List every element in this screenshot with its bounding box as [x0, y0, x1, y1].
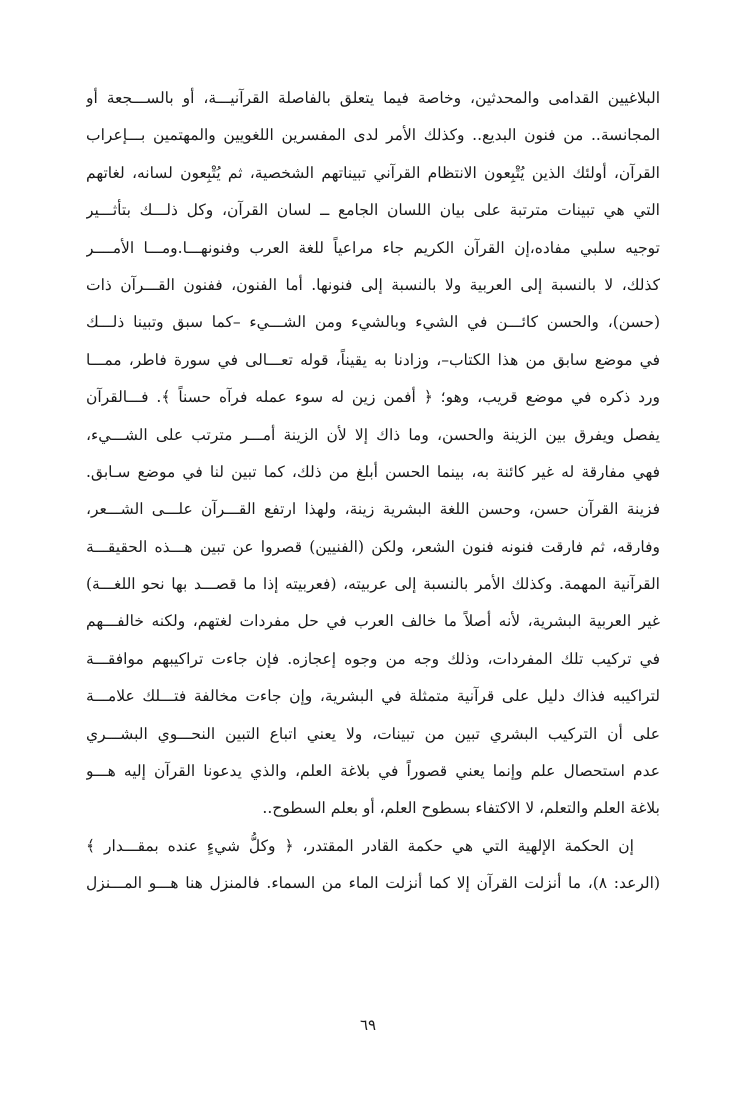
page-number: ٦٩ — [359, 1016, 377, 1034]
text-line: غير العربية البشرية، لأنه أصلاً ما خالف العرب في حل مفردات لغتهم، ولكنه خالفـــهم — [86, 612, 660, 631]
text-line: يفصل ويفرق بين الزينة والحسن، وما ذاك إلا لأن الزينة أمـــر مترتب على الشـــيء، — [86, 425, 660, 444]
text-line: عدم استحصال علم وإنما يعني قصوراً في بلاغة العلم، والذي يدعونا القرآن إليه هـــو — [86, 762, 660, 781]
text-line: في موضع سابق من هذا الكتاب–، وزادنا به يقيناً، قوله تعـــالى في سورة فاطر، ممـــا — [86, 350, 660, 369]
body-text — [86, 80, 660, 903]
text-line: البلاغيين القدامى والمحدثين، وخاصة فيما يتعلق بالفاصلة القرآنيـــة، أو بالســـجعة أو — [86, 89, 660, 107]
text-line: التي هي تبينات مترتبة على بيان اللسان الجامع ــ لسان القرآن، وكل ذلـــك بتأثـــير — [86, 201, 660, 220]
text-line: القرآنية المهمة. وكذلك الأمر بالنسبة إلى عربيته، (فعربيته إذا ما قصـــد بها نحو اللغـــة) — [86, 575, 660, 594]
text-line: على أن التركيب البشري تبين من تبينات، ولا يعني اتباع التبين النحـــوي البشـــري — [86, 724, 660, 743]
text-line: إن الحكمة الإلهية التي هي حكمة القادر المقتدر، ﴿ وكلُّ شيءٍ عنده بمقـــدار ﴾ — [86, 836, 634, 855]
text-line: القرآن، أولئك الذين يُتْبِعون الانتظام القرآني تبيناتهم الشخصية، ثم يُتْبِعون لسانه، لغاتهم — [86, 163, 660, 182]
text-line: كذلك، لا بالنسبة إلى العربية ولا بالنسبة إلى فنونها. أما الفنون، ففنون القـــرآن ذات — [86, 275, 660, 294]
text-line: المجانسة.. من فنون البديع.. وكذلك الأمر لدى المفسرين اللغويين والمهتمين بـــإعراب — [86, 126, 660, 145]
text-line: لتراكيبه فذاك دليل على قرآنية متمثلة في البشرية، وإن جاءت مخالفة فتـــلك علامـــة — [86, 687, 660, 706]
text-line: (حسن)، والحسن كائـــن في الشيء وبالشيء ومن الشـــيء –كما سبق وتبينا ذلـــك — [86, 313, 660, 332]
text-line: فهي مفارقة له غير كائنة به، بينما الحسن أبلغ من ذلك، كما تبين لنا في موضع سـابق. — [86, 462, 660, 481]
text-line: فزينة القرآن حسن، وحسن اللغة البشرية زينة، ولهذا ارتفع القـــرآن علـــى الشـــعر، — [86, 500, 660, 519]
text-line: توجيه سلبي مفاده،إن القرآن الكريم جاء مراعياً للغة العرب وفنونهـــا.ومـــا الأمــــر — [86, 238, 660, 257]
text-line: (الرعد: ٨)، ما أنزلت القرآن إلا كما أنزلت الماء من السماء. فالمنزل هنا هـــو المـــنزل — [86, 874, 660, 893]
text-line: بلاغة العلم والتعلم، لا الاكتفاء بسطوح العلم، أو بعلم السطوح.. — [262, 799, 660, 818]
text-line: في تركيب تلك المفردات، وذلك وجه من وجوه إعجازه. فإن جاءت تراكيبهم موافقـــة — [86, 649, 660, 668]
text-line: وفارقه، ثم فارقت فنونه فنون الشعر، ولكن (الفنيين) قصروا عن تبين هـــذه الحقيقـــة — [86, 537, 660, 556]
text-line: ورد ذكره في موضع قريب، وهو؛ ﴿ أفمن زين له سوء عمله فرآه حسناً ﴾. فـــالقرآن — [86, 388, 660, 407]
